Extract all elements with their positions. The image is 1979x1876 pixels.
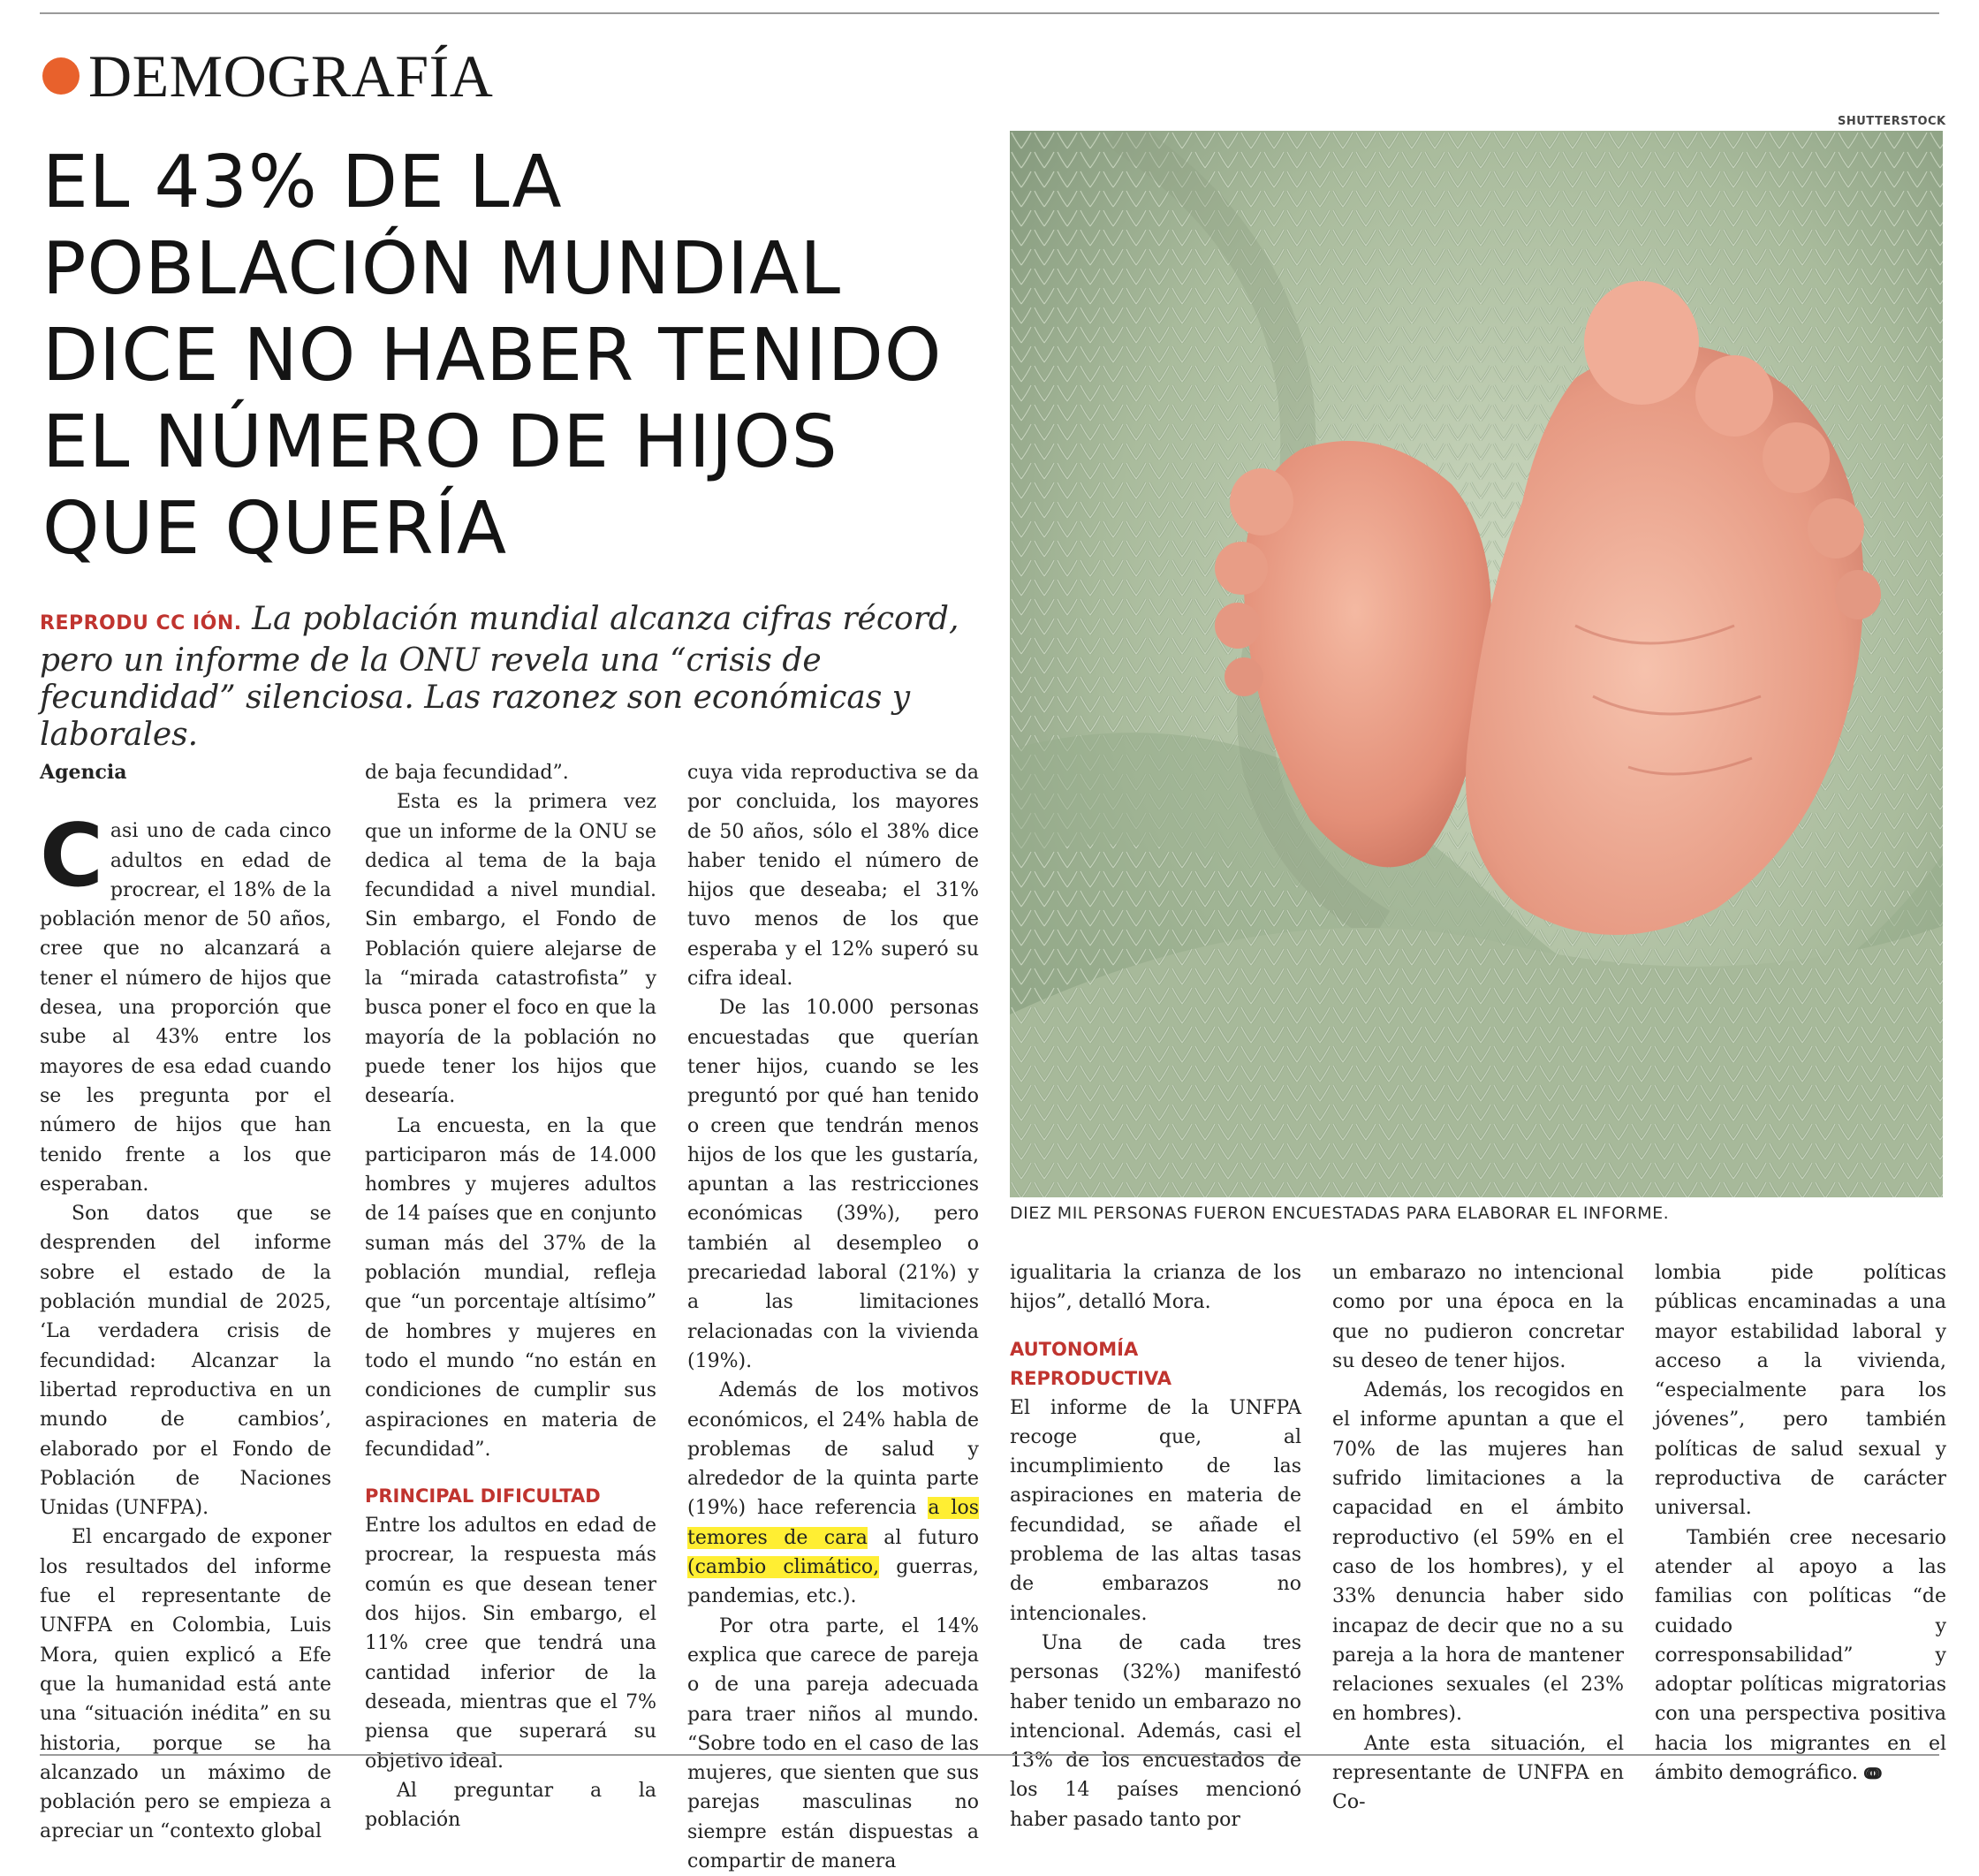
article-paragraph: cuya vida reproductiva se da por concluida, los mayores de 50 años, sólo el 38% dice haber tenido el número de hijos que deseaba; el 31% tuvo menos de los que esperaba y el 12% superó su cifra ideal. <box>687 762 979 991</box>
article-paragraph: De las 10.000 personas encuestadas que querían tener hijos, cuando se les preguntó por qué han tenido o creen que tendrán menos hijos de los que les gustaría, apuntan a las restricciones económicas (39%), pero también al desempleo o precariedad laboral (21%) y a las limitaciones relacionadas con la vivienda (19%). <box>687 997 979 1372</box>
photo-caption: DIEZ MIL PERSONAS FUERON ENCUESTADAS PARA ELABORAR EL INFORME. <box>1010 1204 1670 1223</box>
photo-credit: SHUTTERSTOCK <box>1838 115 1946 128</box>
headline-line: EL 43% DE LA <box>42 141 563 224</box>
article-column-1 <box>40 758 331 1847</box>
headline <box>42 140 988 573</box>
article-paragraph: un embarazo no intencional como por una época en la que no pudieron concretar su deseo de tener hijos. <box>1332 1262 1624 1372</box>
article-column-4 <box>1010 1258 1301 1834</box>
article-column-6 <box>1655 1258 1946 1789</box>
headline-line: QUE QUERÍA <box>42 487 508 571</box>
article-paragraph: También cree necesario atender al apoyo a las familias con políticas “de cuidado y corresponsabilidad” y adoptar políticas migratorias con una perspectiva positiva hacia los migrantes en el ámbito demográfico. ↈ <box>1655 1526 1946 1785</box>
section-label: DEMOGRAFÍA <box>88 42 494 110</box>
article-column-5 <box>1332 1258 1624 1818</box>
headline-line: DICE NO HABER TENIDO <box>42 314 943 398</box>
article-column-3 <box>687 758 979 1876</box>
article-paragraph: Una de cada tres personas (32%) manifestó haber tenido un embarazo no intencional. Además, casi el 13% de los encuestados de los 14 países mencionó haber pasado tanto por <box>1010 1631 1301 1831</box>
lede <box>40 601 994 754</box>
article-paragraph: La encuesta, en la que participaron más de 14.000 hombres y mujeres adultos de 14 países que en conjunto suman más del 37% de la población mundial, refleja que “un porcentaje altísimo” de hombres y mujeres en todo el mundo “no están en condiciones de cumplir sus aspiraciones en materia de fecundidad”. <box>365 1114 656 1461</box>
headline-line: POBLACIÓN MUNDIAL <box>42 227 842 311</box>
article-paragraph: Además, los recogidos en el informe apuntan a que el 70% de las mujeres han sufrido limitaciones a la capacidad en el ámbito reproductivo (el 59% en el caso de los hombres), y el 33% denuncia haber sido incapaz de decir que no a su pareja a la hora de mantener relaciones sexuales (el 23% en hombres). <box>1332 1379 1624 1726</box>
article-paragraph: lombia pide políticas públicas encaminadas a una mayor estabilidad laboral y acceso a la vivienda, “especialmente para los jóvenes”, pero también políticas de salud sexual y reproductiva de carácter universal. <box>1655 1262 1946 1520</box>
highlighted-text: a los temores de cara <box>687 1497 979 1549</box>
dropcap: C <box>40 806 103 908</box>
article-paragraph: Entre los adultos en edad de procrear, la respuesta más común es que desean tener dos hijos. Sin embargo, el 11% cree que tendrá una cantidad inferior de la deseada, mientras que el 7% piensa que superará su objetivo ideal. <box>365 1515 656 1773</box>
byline: Agencia <box>40 761 127 784</box>
lede-tag: REPRODU CC IÓN. <box>40 612 242 634</box>
headline-line: EL NÚMERO DE HIJOS <box>42 400 838 484</box>
subhead-principal-dificultad: PRINCIPAL DIFICULTAD <box>365 1485 601 1508</box>
top-rule <box>40 12 1939 14</box>
baby-feet-photo <box>1010 131 1943 1197</box>
article-paragraph: Por otra parte, el 14% explica que carece de pareja o de una pareja adecuada para traer niños al mundo. “Sobre todo en el caso de las mujeres, que sienten que sus parejas masculinas no siempre están dispuestas a compartir de manera <box>687 1614 979 1872</box>
article-paragraph: El informe de la UNFPA recoge que, al incumplimiento de las aspiraciones en materia de fecundidad, se añade el problema de las altas tasas de embarazos no intencionales. <box>1010 1396 1301 1625</box>
article-paragraph: Casi uno de cada cinco adultos en edad de procrear, el 18% de la población menor de 50 años, cree que no alcanzará a tener el número de hijos que desea, una proporción que sube al 43% entre los mayores de esa edad cuando se les pregunta por el número de hijos que han tenido frente a los que esperaban. <box>40 806 331 1196</box>
article-paragraph: Esta es la primera vez que un informe de la ONU se dedica al tema de la baja fecundidad a nivel mundial. Sin embargo, el Fondo de Población quiere alejarse de la “mirada catastrofista” y busca poner el foco en que la mayoría de la población no puede tener los hijos que desearía. <box>365 791 656 1108</box>
article-paragraph: igualitaria la crianza de los hijos”, detalló Mora. <box>1010 1262 1301 1314</box>
article-paragraph: Ante esta situación, el representante de UNFPA en Co- <box>1332 1732 1624 1814</box>
section-header <box>42 42 493 110</box>
highlighted-text: (cambio climático, <box>687 1556 880 1579</box>
article-column-2 <box>365 758 656 1834</box>
bottom-rule <box>40 1754 1939 1756</box>
article-paragraph: Son datos que se desprenden del informe sobre el estado de la población mundial de 2025, ‘La verdadera crisis de fecundidad: Alcanzar la libertad reproductiva en un mundo de cambios’, elaborado por el Fondo de Población de Naciones Unidas (UNFPA). <box>40 1203 331 1520</box>
article-paragraph: Además de los motivos económicos, el 24% habla de problemas de salud y alrededor de la quinta parte (19%) hace referencia a los temores de cara al futuro (cambio climático, guerras, pandemias, etc.). <box>687 1379 979 1608</box>
subhead-autonomia-reproductiva: AUTONOMÍA REPRODUCTIVA <box>1010 1338 1172 1389</box>
article-paragraph: El encargado de exponer los resultados del informe fue el representante de UNFPA en Colombia, Luis Mora, quien explicó a Efe que la humanidad está ante una “situación inédita” en su historia, porque se ha alcanzado un máximo de población pero se empieza a apreciar un “contexto global <box>40 1526 331 1843</box>
article-paragraph: de baja fecundidad”. <box>365 762 569 784</box>
section-dot-icon <box>42 57 80 95</box>
article-paragraph: Al preguntar a la población <box>365 1779 656 1832</box>
lede-text: La población mundial alcanza cifras récord, pero un informe de la ONU revela una “crisis de fecundidad” silenciosa. Las razonez son económicas y laborales. <box>40 601 959 753</box>
end-mark-icon: ↈ <box>1863 1765 1882 1784</box>
